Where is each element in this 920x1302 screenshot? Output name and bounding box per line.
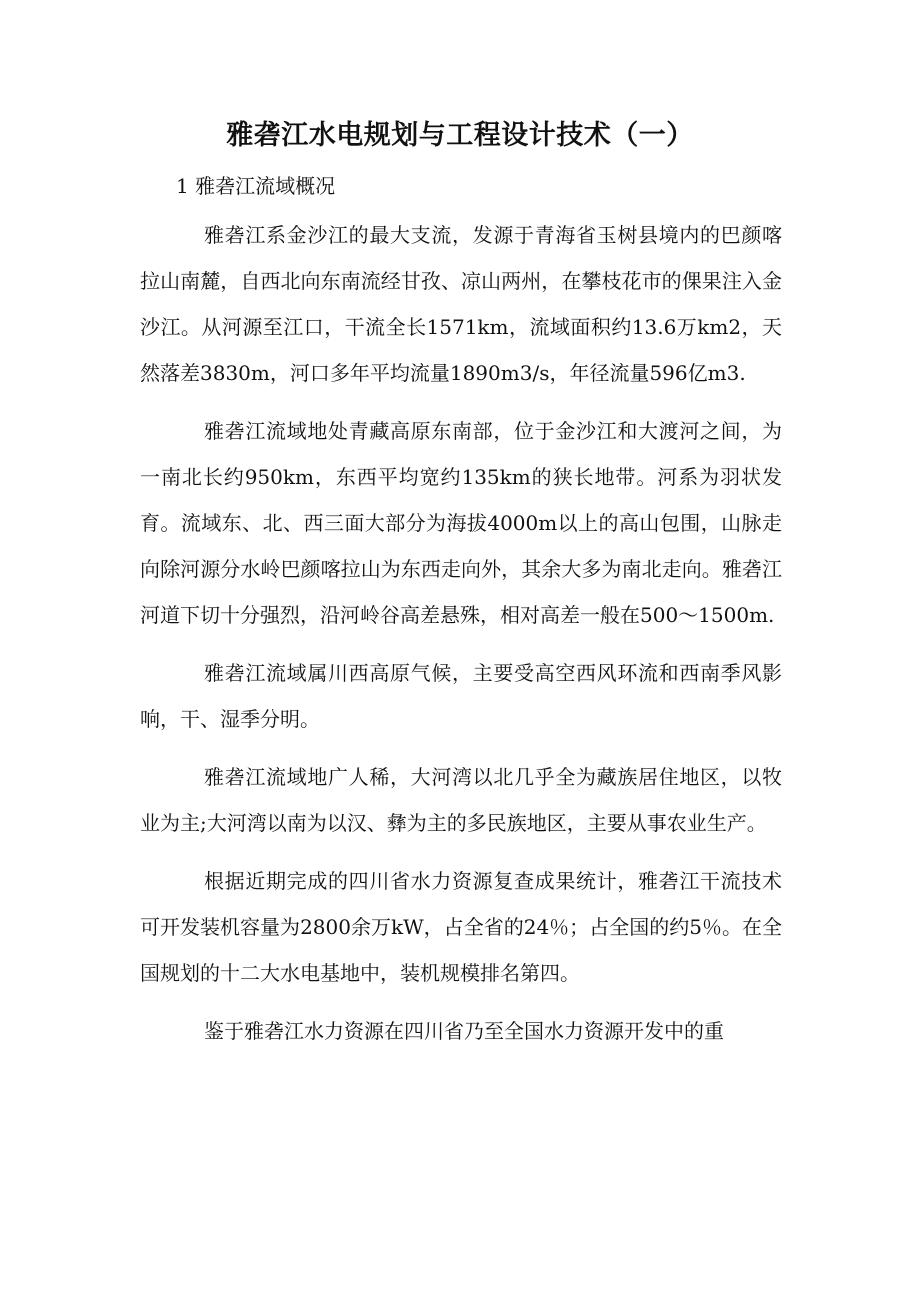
paragraph-population: 雅砻江流域地广人稀，大河湾以北几乎全为藏族居住地区，以牧业为主;大河湾以南为以汉、彝为主的多民族地区，主要从事农业生产。 <box>140 765 782 835</box>
document-body <box>140 212 782 1066</box>
document-title: 雅砻江水电规划与工程设计技术（一） <box>226 120 694 151</box>
section-heading: 1 雅砻江流域概况 <box>176 174 336 198</box>
paragraph-continued: 鉴于雅砻江水力资源在四川省乃至全国水力资源开发中的重 <box>204 1019 724 1043</box>
paragraph-resources: 根据近期完成的四川省水力资源复查成果统计，雅砻江干流技术可开发装机容量为2800余万kW，占全省的24％；占全国的约5％。在全国规划的十二大水电基地中，装机规模排名第四。 <box>140 869 782 985</box>
paragraph-climate: 雅砻江流域属川西高原气候，主要受高空西风环流和西南季风影响，干、湿季分明。 <box>140 661 782 731</box>
paragraph-geography: 雅砻江流域地处青藏高原东南部，位于金沙江和大渡河之间，为一南北长约950km，东西平均宽约135km的狭长地带。河系为羽状发育。流域东、北、西三面大部分为海拔4000m以上的高山包围，山脉走向除河源分水岭巴颜喀拉山为东西走向外，其余大多为南北走向。雅砻江河道下切十分强烈，沿河岭谷高差悬殊，相对高差一般在500～1500m. <box>140 419 782 627</box>
paragraph-overview: 雅砻江系金沙江的最大支流，发源于青海省玉树县境内的巴颜喀拉山南麓，自西北向东南流经甘孜、凉山两州，在攀枝花市的倮果注入金沙江。从河源至江口，干流全长1571km，流域面积约13.6万km2，天然落差3830m，河口多年平均流量1890m3/s，年径流量596亿m3. <box>140 223 782 385</box>
